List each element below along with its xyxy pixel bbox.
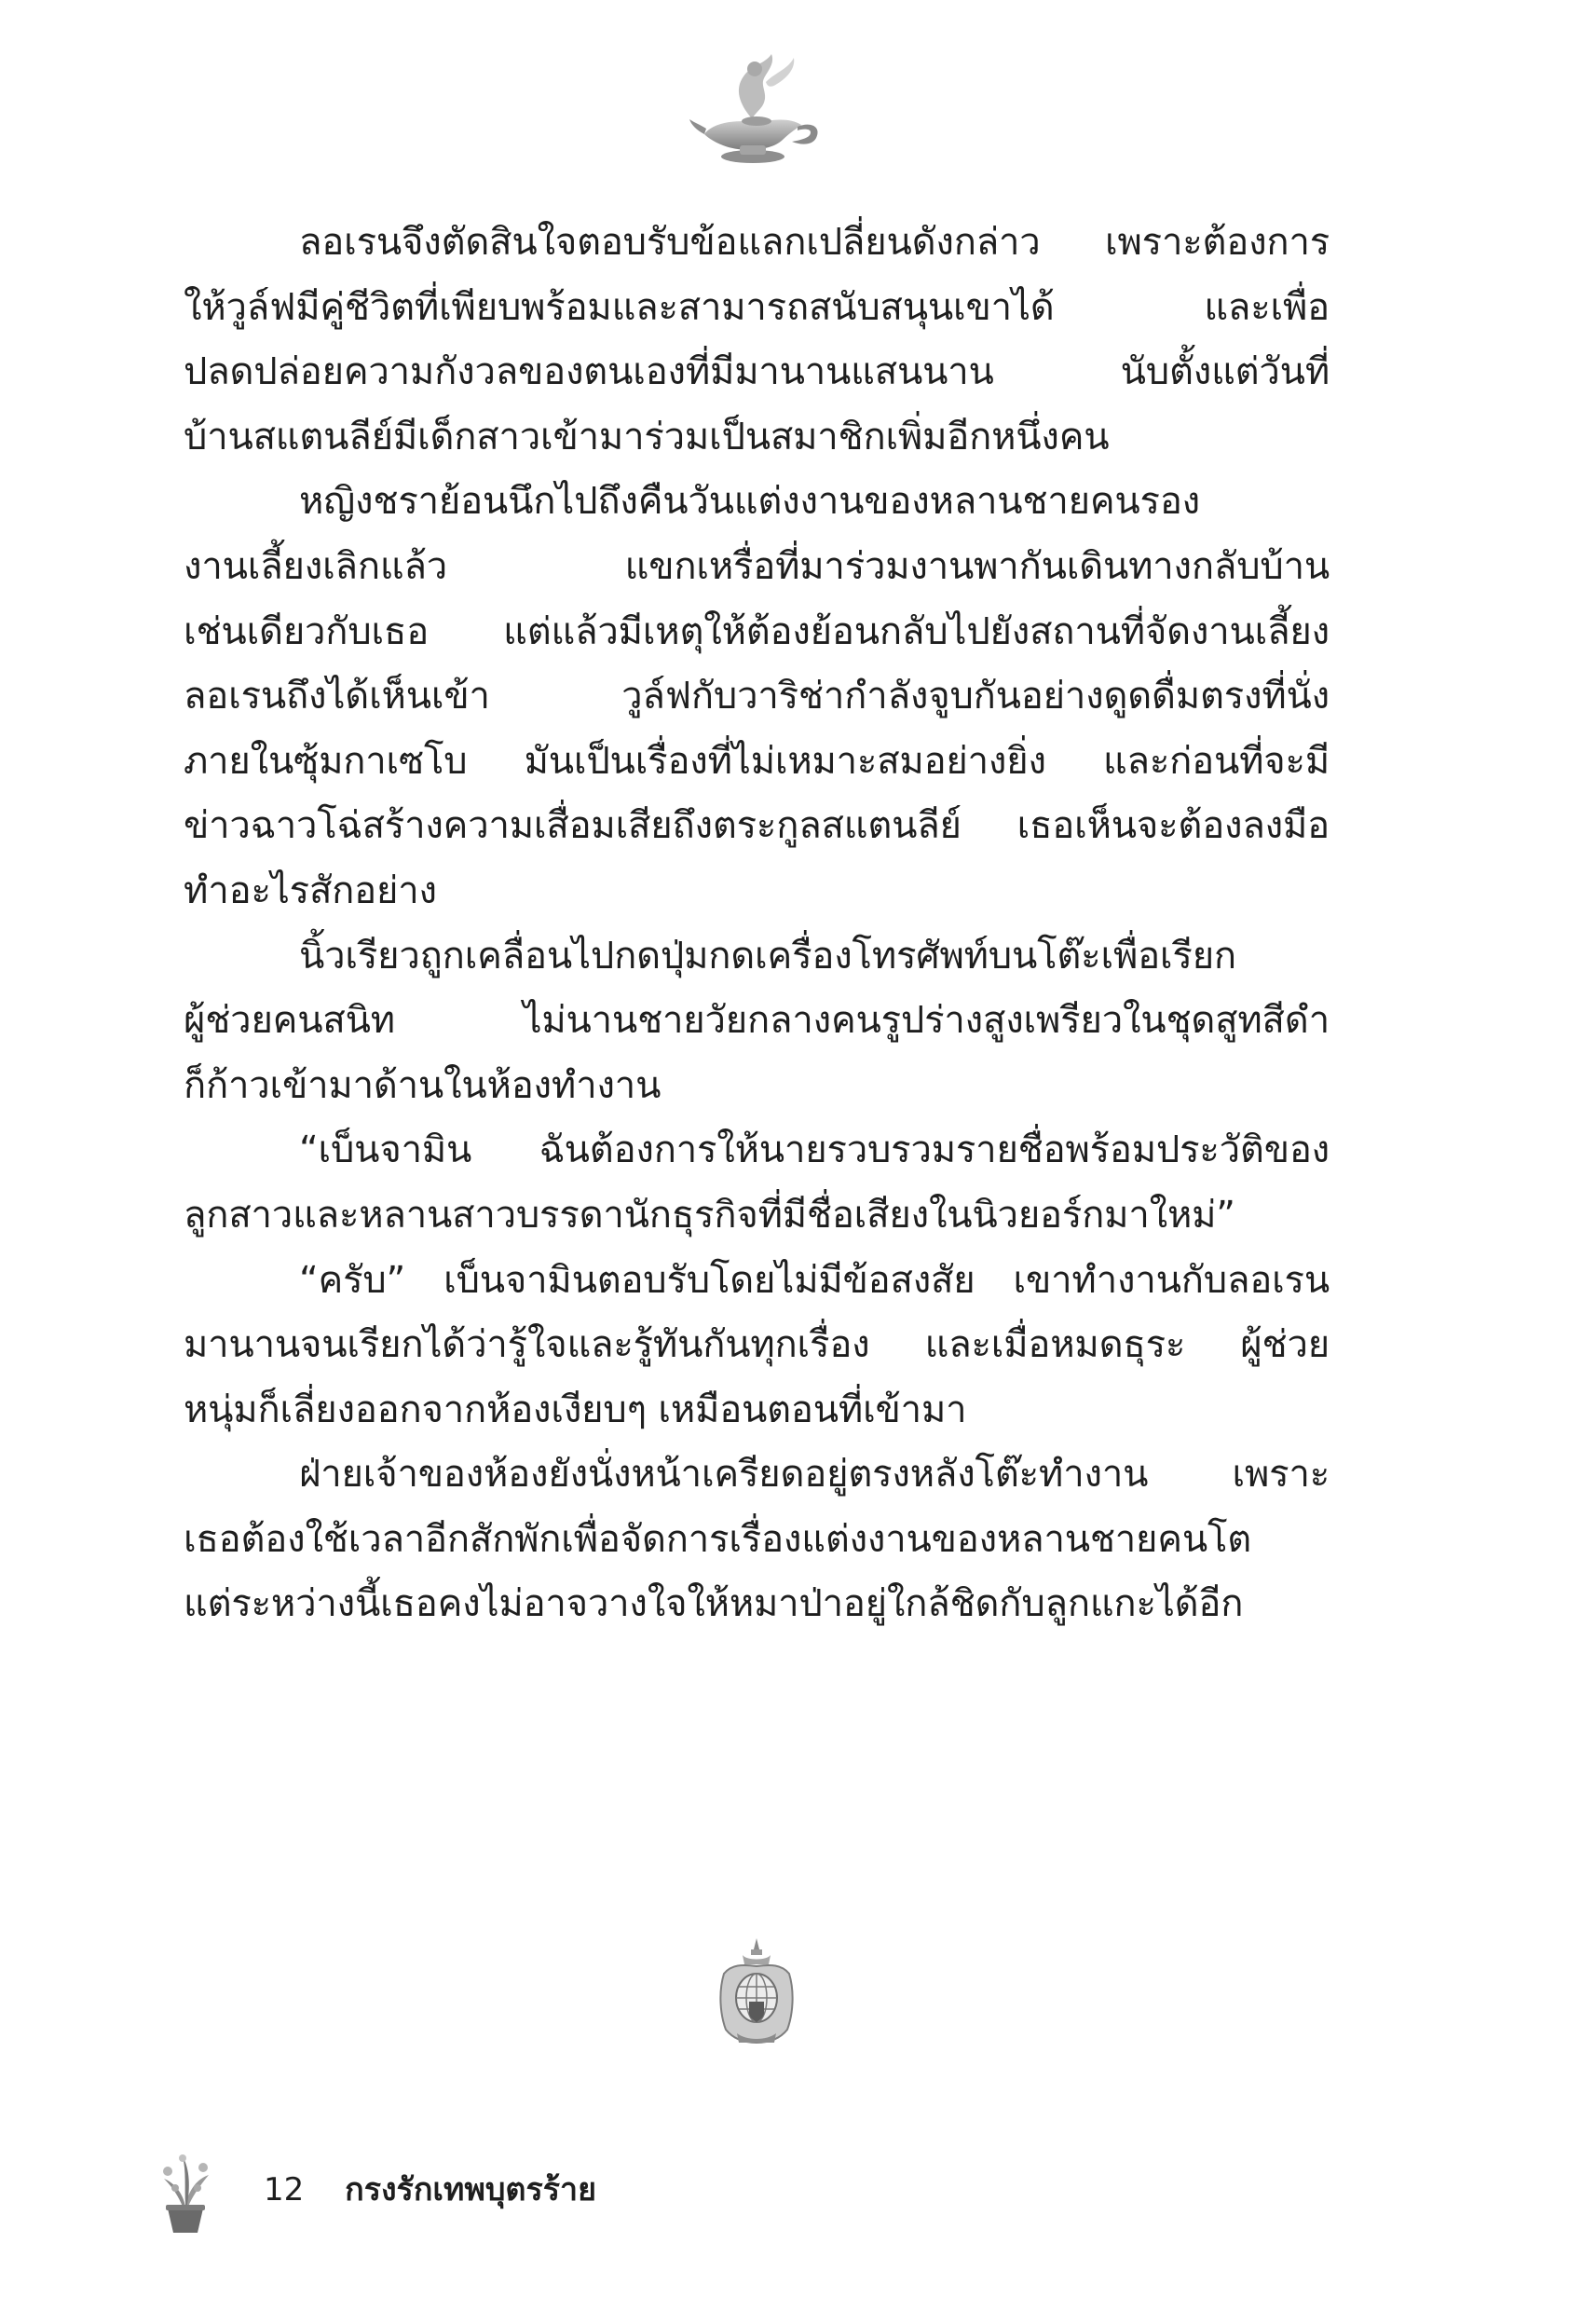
text-line: ก็ก้าวเข้ามาด้านในห้องทำงาน (184, 1063, 662, 1107)
text-line: หนุ่มก็เลี่ยงออกจากห้องเงียบๆ เหมือนตอนที่เข้ามา (184, 1388, 967, 1431)
text-line: หญิงชราย้อนนึกไปถึงคืนวันแต่งงานของหลานชายคนรอง (299, 480, 1201, 524)
book-title: กรงรักเทพบุตรร้าย (345, 2171, 597, 2208)
text-line: ผู้ช่วยคนสนิท ไม่นานชายวัยกลางคนรูปร่างสูงเพรียวในชุดสูทสีดำ (184, 999, 1330, 1043)
potted-plant-icon (155, 2151, 216, 2236)
text-line: ฝ่ายเจ้าของห้องยังนั่งหน้าเครียดอยู่ตรงหลังโต๊ะทำงาน เพราะ (299, 1453, 1330, 1497)
text-line: ลูกสาวและหลานสาวบรรดานักธุรกิจที่มีชื่อเสียงในนิวยอร์กมาใหม่” (184, 1193, 1235, 1237)
text-line: ข่าวฉาวโฉ่สร้างความเสื่อมเสียถึงตระกูลสแตนลีย์ เธอเห็นจะต้องลงมือ (184, 804, 1330, 848)
text-line: ปลดปล่อยความกังวลของตนเองที่มีมานานแสนนาน นับตั้งแต่วันที่ (184, 350, 1330, 394)
text-line: เช่นเดียวกับเธอ แต่แล้วมีเหตุให้ต้องย้อนกลับไปยังสถานที่จัดงานเลี้ยง (184, 609, 1330, 653)
text-line: ลอเรนจึงตัดสินใจตอบรับข้อแลกเปลี่ยนดังกล่าว เพราะต้องการ (299, 221, 1330, 264)
text-line: บ้านสแตนลีย์มีเด็กสาวเข้ามาร่วมเป็นสมาชิกเพิ่มอีกหนึ่งคน (184, 415, 1110, 458)
text-line: ลอเรนถึงได้เห็นเข้า วูล์ฟกับวาริช่ากำลังจูบกันอย่างดูดดื่มตรงที่นั่ง (184, 675, 1330, 718)
text-line: เธอต้องใช้เวลาอีกสักพักเพื่อจัดการเรื่องแต่งงานของหลานชายคนโต (184, 1517, 1252, 1561)
text-line: ให้วูล์ฟมีคู่ชีวิตที่เพียบพร้อมและสามารถสนับสนุนเขาได้ และเพื่อ (184, 285, 1330, 329)
text-line: แต่ระหว่างนี้เธอคงไม่อาจวางใจให้หมาป่าอยู่ใกล้ชิดกับลูกแกะได้อีก (184, 1582, 1244, 1626)
page-footer (264, 2162, 596, 2218)
genie-lamp-icon (686, 48, 825, 168)
page-number: 12 (264, 2171, 305, 2208)
text-line: มานานจนเรียกได้ว่ารู้ใจและรู้ทันกันทุกเรื่อง และเมื่อหมดธุระ ผู้ช่วย (184, 1323, 1330, 1367)
royal-crest-icon (715, 1936, 798, 2048)
body-text (184, 211, 1330, 1637)
text-line: ทำอะไรสักอย่าง (184, 868, 437, 912)
text-line: “เบ็นจามิน ฉันต้องการให้นายรวบรวมรายชื่อพร้อมประวัติของ (299, 1128, 1330, 1172)
text-line: ภายในซุ้มกาเซโบ มันเป็นเรื่องที่ไม่เหมาะสมอย่างยิ่ง และก่อนที่จะมี (184, 739, 1330, 783)
text-line: นิ้วเรียวถูกเคลื่อนไปกดปุ่มกดเครื่องโทรศัพท์บนโต๊ะเพื่อเรียก (299, 934, 1236, 978)
text-line: “ครับ” เบ็นจามินตอบรับโดยไม่มีข้อสงสัย เขาทำงานกับลอเรน (299, 1258, 1330, 1302)
text-line: งานเลี้ยงเลิกแล้ว แขกเหรื่อที่มาร่วมงานพากันเดินทางกลับบ้าน (184, 544, 1330, 588)
